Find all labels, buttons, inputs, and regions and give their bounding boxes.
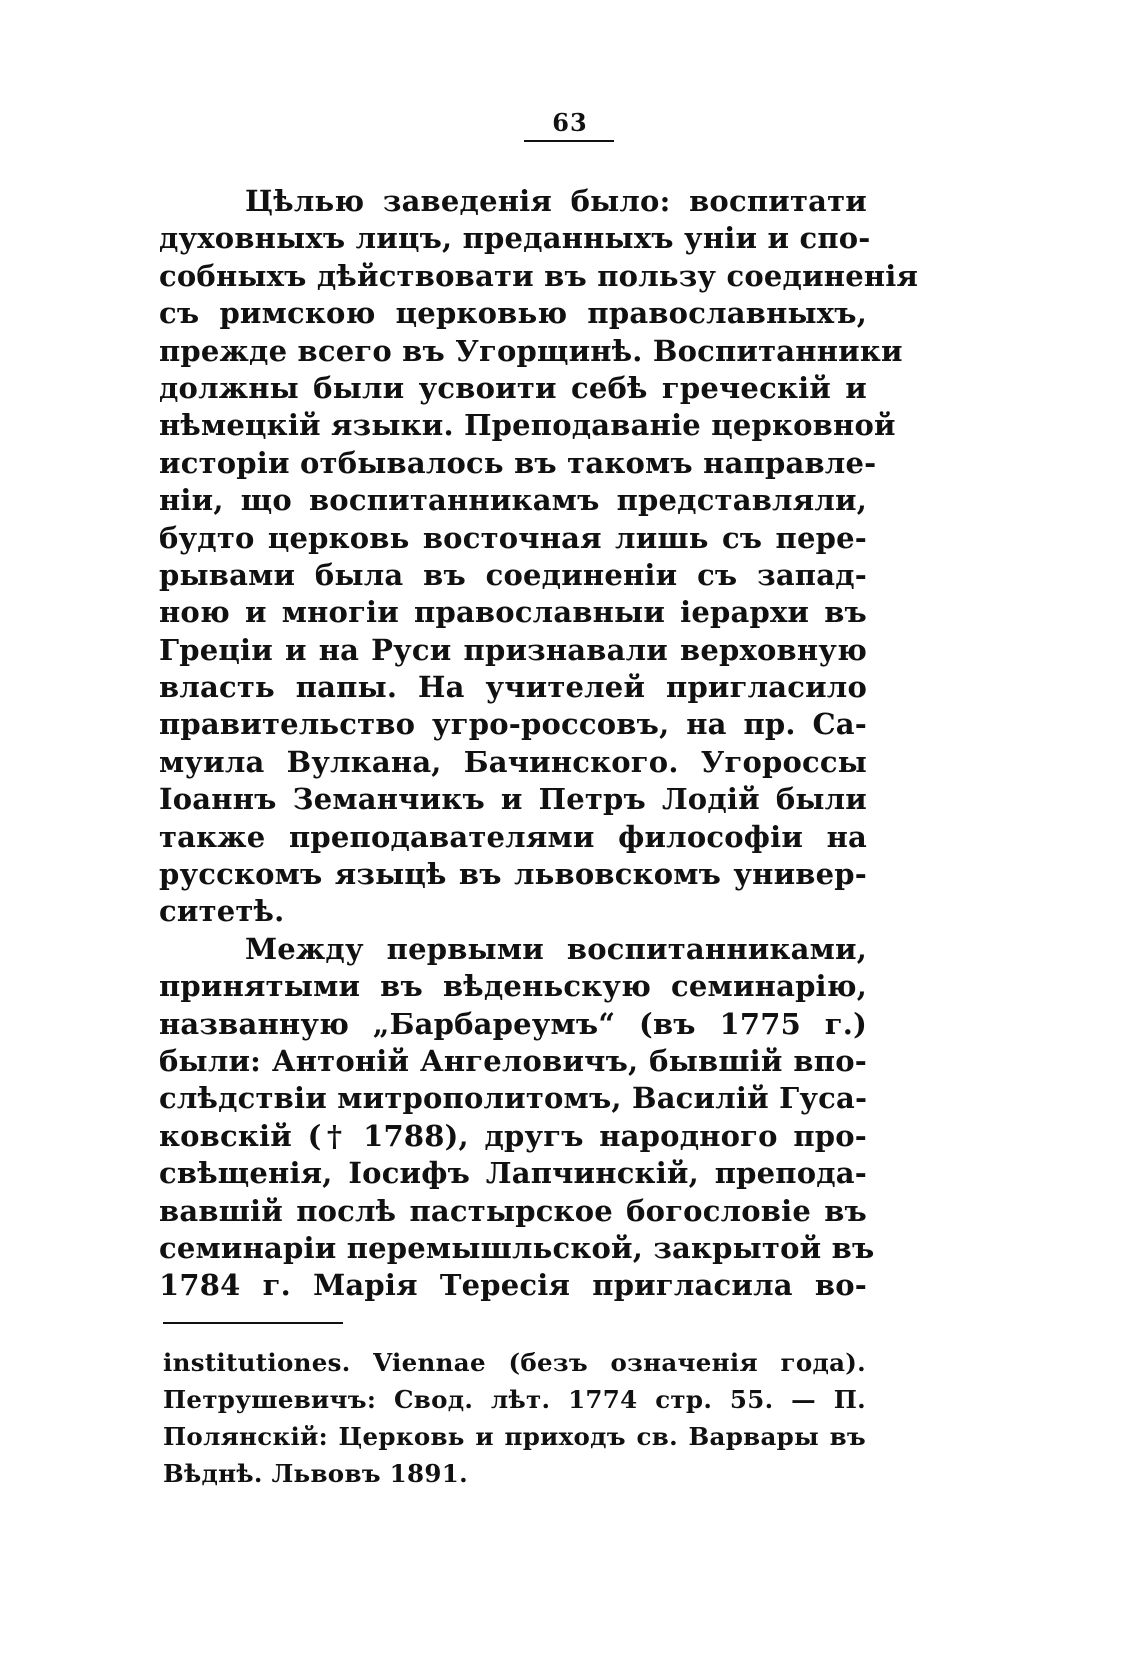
body-line: Цѣлью заведенія было: воспитати <box>245 184 867 218</box>
footnote-line: Вѣднѣ. Львовъ 1891. <box>163 1459 468 1488</box>
body-line: также преподавателями философіи на <box>159 819 867 854</box>
body-line: ніи, що воспитанникамъ представляли, <box>159 483 867 518</box>
body-line: ковскій († 1788), другъ народного про- <box>159 1118 867 1153</box>
body-line: русскомъ языцѣ въ львовскомъ универ- <box>159 857 867 892</box>
body-line: семинаріи перемышльской, закрытой въ <box>159 1230 875 1265</box>
body-line: будто церковь восточная лишь съ пере- <box>159 520 867 555</box>
body-line: ситетѣ. <box>159 894 285 929</box>
body-line: принятыми въ вѣденьскую семинарію, <box>159 969 867 1004</box>
page-number: 63 <box>552 108 588 137</box>
body-line: съ римскою церковью православныхъ, <box>159 296 867 331</box>
body-line: правительство угро-россовъ, на пр. Са- <box>159 707 867 742</box>
footnote-line: institutiones. Viennae (безъ означенія года). <box>163 1348 866 1377</box>
footnote-line: Петрушевичъ: Свод. лѣт. 1774 стр. 55. — П. <box>163 1385 866 1414</box>
body-line: вавшій послѣ пастырское богословіе въ <box>159 1193 867 1228</box>
body-line: прежде всего въ Угорщинѣ. Воспитанники <box>159 333 903 368</box>
body-line: Между первыми воспитанниками, <box>245 931 867 966</box>
body-line: рывами была въ соединеніи съ запад- <box>159 557 867 592</box>
body-line: исторіи отбывалось въ такомъ направле- <box>159 445 877 480</box>
body-line: свѣщенія, Іосифъ Лапчинскій, препода- <box>159 1156 867 1191</box>
body-line: слѣдствіи митрополитомъ, Василій Гуса- <box>159 1081 868 1116</box>
body-line: муила Вулкана, Бачинского. Угороссы <box>159 744 867 779</box>
body-line: духовныхъ лицъ, преданныхъ уніи и спо- <box>159 221 871 256</box>
body-line: названную „Барбареумъ“ (въ 1775 г.) <box>159 1006 867 1041</box>
footnote-line: Полянскій: Церковь и приходъ св. Варвары въ <box>163 1422 866 1451</box>
body-line: 1784 г. Марія Тересія пригласила во- <box>159 1268 867 1303</box>
body-line: власть папы. На учителей пригласило <box>159 670 867 705</box>
body-text <box>159 183 919 1305</box>
body-line: ною и многіи православныи іерархи въ <box>159 595 867 630</box>
footnote <box>163 1344 866 1492</box>
body-line: собныхъ дѣйствовати въ пользу соединенія <box>159 258 919 293</box>
body-line: Іоаннъ Земанчикъ и Петръ Лодій были <box>159 782 867 817</box>
body-line: были: Антоній Ангеловичъ, бывшій впо- <box>159 1043 867 1078</box>
page-number-rule <box>524 140 614 142</box>
body-line: нѣмецкій языки. Преподаваніе церковной <box>159 408 896 443</box>
body-line: должны были усвоити себѣ греческій и <box>159 370 867 405</box>
footnote-rule <box>163 1322 343 1324</box>
body-line: Греціи и на Руси признавали верховную <box>159 632 867 667</box>
